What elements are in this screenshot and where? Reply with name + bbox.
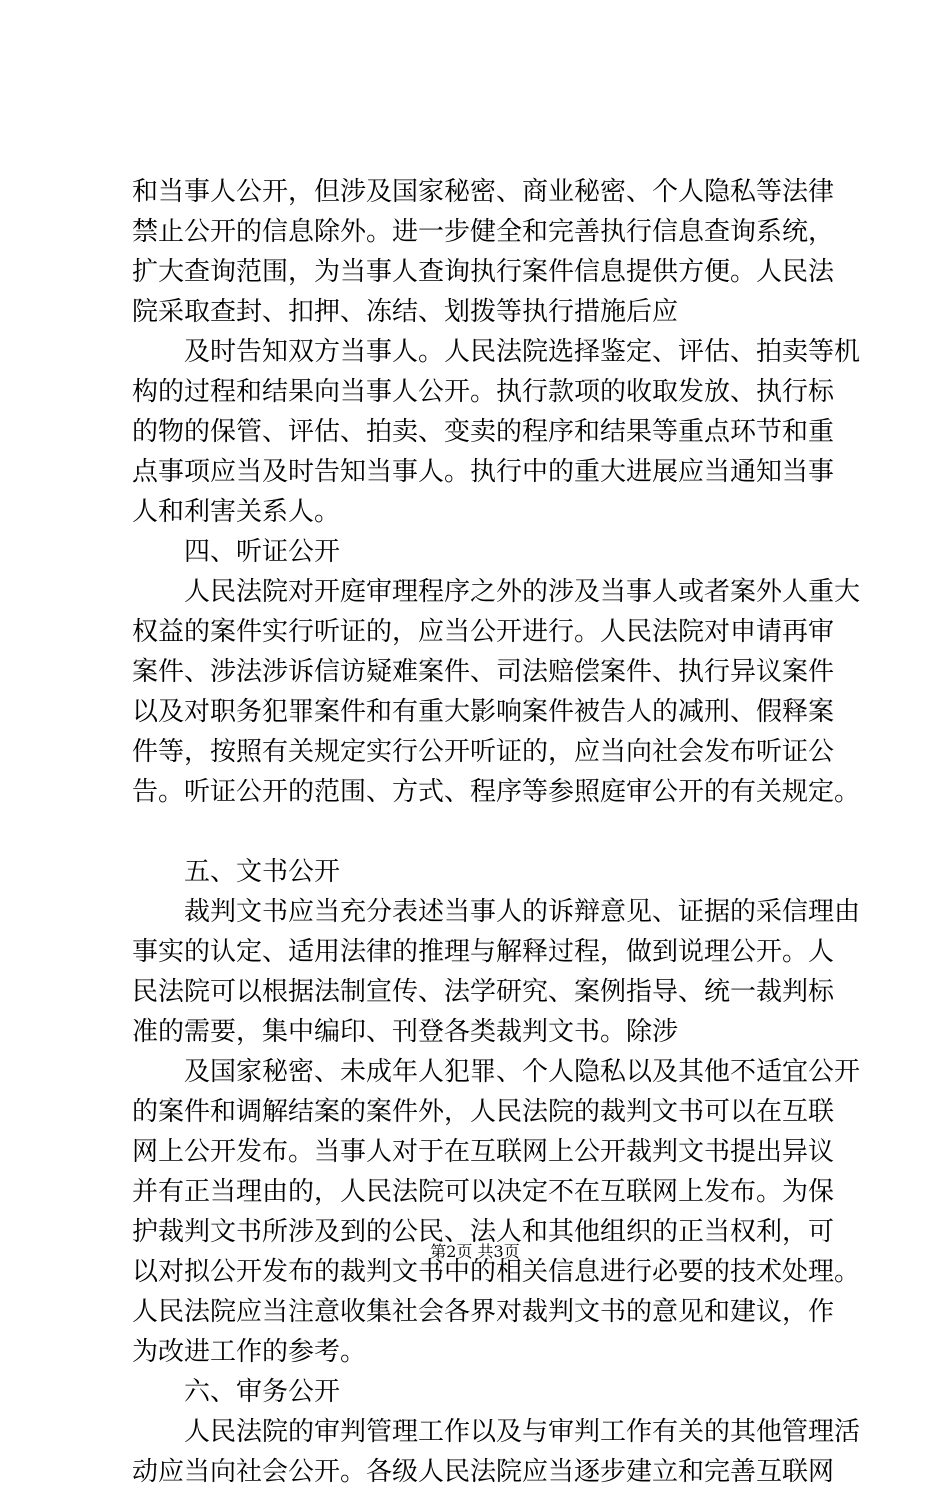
document-body bbox=[132, 172, 861, 1492]
text-line: 网上公开发布。当事人对于在互联网上公开裁判文书提出异议 bbox=[132, 1137, 835, 1167]
text-line: 的案件和调解结案的案件外，人民法院的裁判文书可以在互联 bbox=[132, 1097, 835, 1127]
text-line: 护裁判文书所涉及到的公民、法人和其他组织的正当权利，可 bbox=[132, 1217, 835, 1247]
section-heading: 四、听证公开 bbox=[184, 537, 341, 567]
text-line: 动应当向社会公开。各级人民法院应当逐步建立和完善互联网 bbox=[132, 1457, 835, 1487]
text-line: 权益的案件实行听证的，应当公开进行。人民法院对申请再审 bbox=[132, 617, 835, 647]
text-line: 案件、涉法涉诉信访疑难案件、司法赔偿案件、执行异议案件 bbox=[132, 657, 835, 687]
text-line: 点事项应当及时告知当事人。执行中的重大进展应当通知当事 bbox=[132, 457, 835, 487]
paragraph-first-line: 人民法院对开庭审理程序之外的涉及当事人或者案外人重大 bbox=[184, 577, 861, 607]
blank-line bbox=[132, 812, 852, 852]
text-line: 的物的保管、评估、拍卖、变卖的程序和结果等重点环节和重 bbox=[132, 417, 835, 447]
text-line: 告。听证公开的范围、方式、程序等参照庭审公开的有关规定。 bbox=[132, 777, 861, 807]
text-line: 人和利害关系人。 bbox=[132, 497, 341, 527]
section-heading: 六、审务公开 bbox=[184, 1377, 341, 1407]
text-line: 以及对职务犯罪案件和有重大影响案件被告人的减刑、假释案 bbox=[132, 697, 835, 727]
text-line: 构的过程和结果向当事人公开。执行款项的收取发放、执行标 bbox=[132, 377, 835, 407]
page-number-footer: 第2页 共3页 bbox=[430, 1242, 520, 1261]
text-line: 以对拟公开发布的裁判文书中的相关信息进行必要的技术处理。 bbox=[132, 1257, 861, 1287]
paragraph-first-line: 及国家秘密、未成年人犯罪、个人隐私以及其他不适宜公开 bbox=[184, 1057, 861, 1087]
text-line: 禁止公开的信息除外。进一步健全和完善执行信息查询系统， bbox=[132, 217, 835, 247]
text-line: 为改进工作的参考。 bbox=[132, 1337, 367, 1367]
text-line: 事实的认定、适用法律的推理与解释过程，做到说理公开。人 bbox=[132, 937, 835, 967]
text-line: 人民法院应当注意收集社会各界对裁判文书的意见和建议，作 bbox=[132, 1297, 835, 1327]
text-line: 和当事人公开，但涉及国家秘密、商业秘密、个人隐私等法律 bbox=[132, 177, 835, 207]
section-heading: 五、文书公开 bbox=[184, 857, 341, 887]
text-line: 院采取查封、扣押、冻结、划拨等执行措施后应 bbox=[132, 297, 679, 327]
paragraph-first-line: 裁判文书应当充分表述当事人的诉辩意见、证据的采信理由 bbox=[184, 897, 861, 927]
paragraph-first-line: 及时告知双方当事人。人民法院选择鉴定、评估、拍卖等机 bbox=[184, 337, 861, 367]
paragraph-first-line: 人民法院的审判管理工作以及与审判工作有关的其他管理活 bbox=[184, 1417, 861, 1447]
text-line: 扩大查询范围，为当事人查询执行案件信息提供方便。人民法 bbox=[132, 257, 835, 287]
text-line: 件等，按照有关规定实行公开听证的，应当向社会发布听证公 bbox=[132, 737, 835, 767]
text-line: 民法院可以根据法制宣传、法学研究、案例指导、统一裁判标 bbox=[132, 977, 835, 1007]
text-line: 准的需要，集中编印、刊登各类裁判文书。除涉 bbox=[132, 1017, 679, 1047]
text-line: 并有正当理由的，人民法院可以决定不在互联网上发布。为保 bbox=[132, 1177, 835, 1207]
